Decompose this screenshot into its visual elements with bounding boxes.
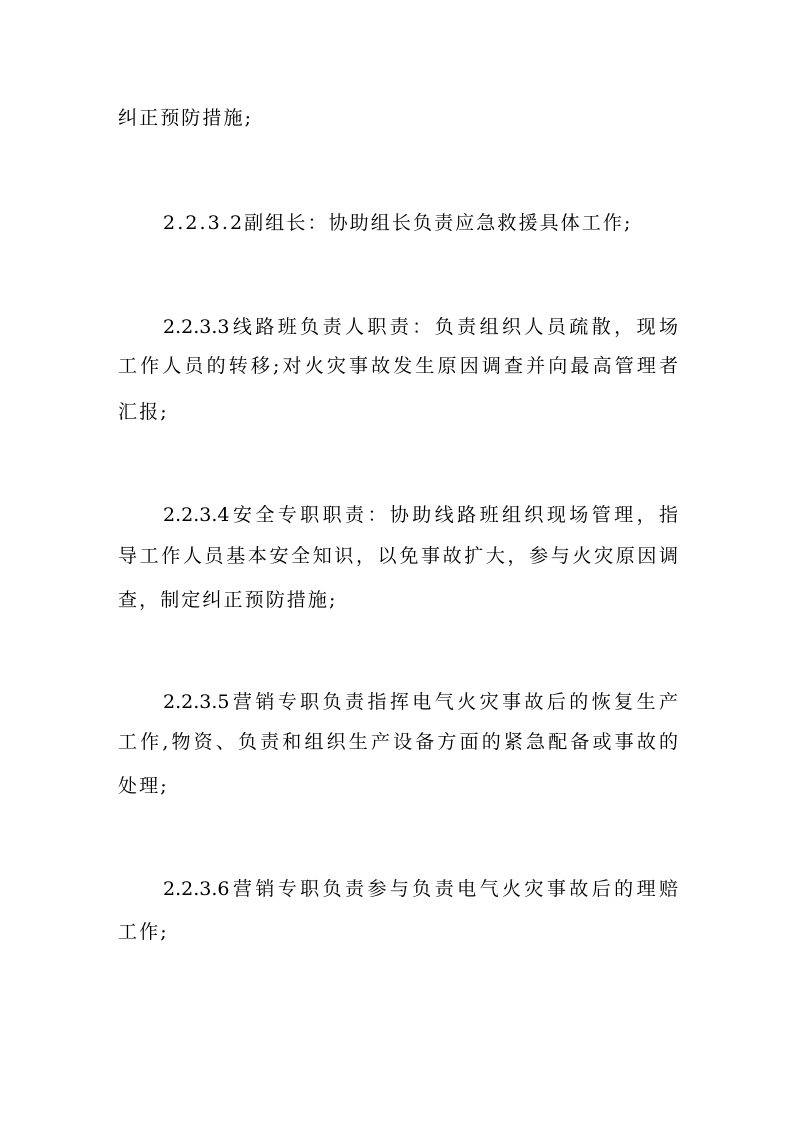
text-line: 2.2.3.6营销专职负责参与负责电气火灾事故后的理赔 <box>163 878 678 900</box>
text-line: 2.2.3.5营销专职负责指挥电气火灾事故后的恢复生产 <box>163 691 678 713</box>
text-line: 工作,物资、负责和组织生产设备方面的紧急配备或事故的 <box>118 731 678 753</box>
text-line: 2.2.3.2副组长：协助组长负责应急救援具体工作; <box>163 212 633 234</box>
text-line: 查，制定纠正预防措施; <box>118 589 338 611</box>
text-line: 导工作人员基本安全知识，以免事故扩大，参与火灾原因调 <box>118 545 678 567</box>
text-line: 工作; <box>118 921 169 943</box>
text-line: 工作人员的转移;对火灾事故发生原因调查并向最高管理者 <box>118 355 678 377</box>
text-line: 纠正预防措施; <box>118 107 254 129</box>
text-line: 2.2.3.4安全专职职责：协助线路班组织现场管理，指 <box>163 504 678 526</box>
text-line: 汇报; <box>118 401 169 423</box>
text-line: 2.2.3.3线路班负责人职责：负责组织人员疏散，现场 <box>163 316 678 338</box>
text-line: 处理; <box>118 775 169 797</box>
